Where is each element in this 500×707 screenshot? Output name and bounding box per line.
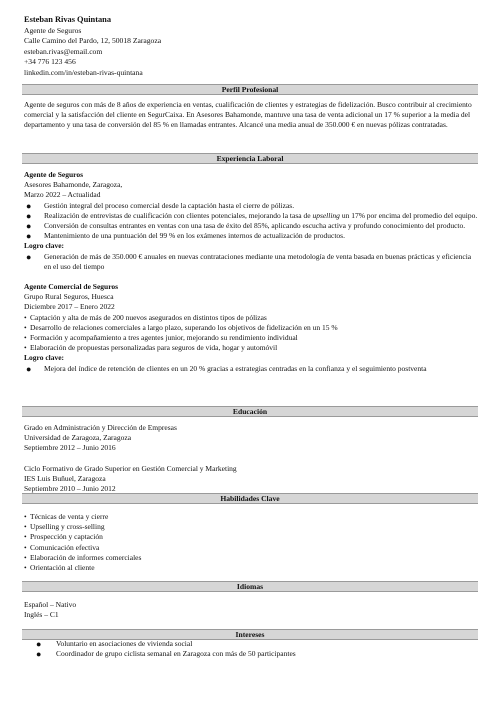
bullet-marker: ●: [26, 221, 32, 232]
list-item: ● Conversión de consultas entrantes en ventas con una tasa de éxito del 85%, aplicando escucha activa y profundo conocimiento del producto.: [26, 221, 466, 232]
list-item: • Técnicas de venta y cierre: [24, 512, 109, 521]
bullet-marker: •: [24, 552, 27, 562]
list-item: ● Mantenimiento de una puntuación del 99 % en los exámenes internos de actualización de productos.: [26, 231, 345, 242]
section-heading-interests: Intereses: [22, 629, 478, 640]
candidate-name: Esteban Rivas Quintana: [24, 15, 112, 24]
bullet-marker: •: [24, 512, 27, 521]
languages-block: [24, 600, 478, 620]
bullet-marker: ●: [26, 231, 32, 242]
language-item: Inglés – C1: [24, 610, 59, 620]
list-item: • Prospección y captación: [24, 532, 103, 542]
skills-block: [24, 512, 478, 573]
bullet-marker: ●: [26, 251, 32, 262]
job-company: Grupo Rural Seguros, Huesca: [24, 292, 114, 302]
job-company: Asesores Bahamonde, Zaragoza,: [24, 180, 123, 190]
list-item: ● Mejora del índice de retención de clientes en un 20 % gracias a estrategias centradas en la confianza y el seguimiento postventa: [26, 363, 427, 374]
degree: Grado en Administración y Dirección de Empresas: [24, 423, 177, 432]
bullet-marker: •: [24, 542, 27, 552]
key-achievement-label: Logro clave:: [24, 241, 65, 251]
job-title: Agente de Seguros: [24, 170, 84, 179]
degree: Ciclo Formativo de Grado Superior en Gestión Comercial y Marketing: [24, 463, 237, 473]
education-dates: Septiembre 2012 – Junio 2016: [24, 443, 116, 453]
list-item: • Captación y alta de más de 200 nuevos asegurados en distintos tipos de pólizas: [24, 312, 267, 322]
interests-block: [24, 639, 478, 659]
language-item: Español – Nativo: [24, 600, 77, 609]
list-item: • Comunicación efectiva: [24, 542, 100, 552]
section-heading-skills: Habilidades Clave: [22, 493, 478, 504]
school: IES Luis Buñuel, Zaragoza: [24, 473, 106, 483]
bullet-marker: ●: [36, 649, 42, 660]
candidate-linkedin[interactable]: linkedin.com/in/esteban-rivas-quintana: [24, 67, 143, 77]
list-item: • Desarrollo de relaciones comerciales a largo plazo, superando los objetivos de fidelización en un 15 %: [24, 322, 338, 332]
candidate-email[interactable]: esteban.rivas@email.com: [24, 46, 103, 56]
list-item: ● Voluntario en asociaciones de vivienda social: [24, 639, 478, 649]
section-heading-experience: Experiencia Laboral: [22, 153, 478, 164]
bullet-marker: ●: [36, 639, 42, 649]
education-block: [24, 423, 478, 494]
candidate-address: Calle Camino del Pardo, 12, 50018 Zaragoza: [24, 36, 162, 46]
experience-block: [24, 170, 478, 374]
bullet-marker: •: [24, 333, 27, 343]
job-dates: Marzo 2022 – Actualidad: [24, 190, 101, 200]
bullet-marker: ●: [26, 363, 32, 374]
list-item: ● Gestión integral del proceso comercial desde la captación hasta el cierre de pólizas.: [26, 200, 295, 211]
bullet-marker: •: [24, 312, 27, 322]
list-item: • Orientación al cliente: [24, 563, 95, 573]
bullet-marker: ●: [26, 210, 32, 221]
bullet-marker: •: [24, 343, 27, 353]
bullet-marker: •: [24, 522, 27, 532]
profile-text: Agente de seguros con más de 8 años de experiencia en ventas, cualificación de clientes y estrategias de fidelización. Busco contribuir al crecimiento comercial y la satisfacción del cliente en SegurCaixa. En Asesores Bahamonde, mantuve una tasa de venta adicional un 17 % superior a la media del departamento y una tasa de conversión del 85 % en llamadas entrantes. Alcancé una media anual de 350.000 € en nuevas pólizas contratadas.: [24, 100, 472, 130]
list-item: ● Coordinador de grupo ciclista semanal en Zaragoza con más de 50 participantes: [24, 649, 478, 659]
bullet-marker: ●: [26, 200, 32, 211]
list-item: ● Realización de entrevistas de cualificación con clientes potenciales, mejorando la tasa de upselling un 17% por encima del promedio del equipo.: [26, 210, 478, 221]
section-heading-education: Educación: [22, 406, 478, 417]
candidate-title: Agente de Seguros: [24, 25, 82, 35]
list-item: • Formación y acompañamiento a tres agentes junior, mejorando su rendimiento individual: [24, 333, 298, 343]
job-title: Agente Comercial de Seguros: [24, 282, 119, 292]
bullet-marker: •: [24, 322, 27, 332]
list-item: • Elaboración de informes comerciales: [24, 552, 142, 562]
job-dates: Diciembre 2017 – Enero 2022: [24, 302, 115, 312]
bullet-marker: •: [24, 532, 27, 542]
school: Universidad de Zaragoza, Zaragoza: [24, 433, 132, 443]
list-item: • Upselling y cross-selling: [24, 522, 105, 532]
section-heading-profile: Perfil Profesional: [22, 84, 478, 95]
list-item: ● Generación de más de 350.000 € anuales en nuevas contrataciones mediante una metodología de venta basada en buenas prácticas y eficiencia en el uso del tiempo: [26, 251, 472, 271]
list-item: • Elaboración de propuestas personalizadas para seguros de vida, hogar y automóvil: [24, 343, 278, 353]
education-dates: Septiembre 2010 – Junio 2012: [24, 484, 116, 494]
contact-header: [24, 15, 161, 79]
key-achievement-label: Logro clave:: [24, 353, 65, 363]
candidate-phone: +34 776 123 456: [24, 57, 76, 67]
section-heading-languages: Idiomas: [22, 581, 478, 592]
profile-block: [24, 100, 478, 131]
bullet-marker: •: [24, 563, 27, 573]
